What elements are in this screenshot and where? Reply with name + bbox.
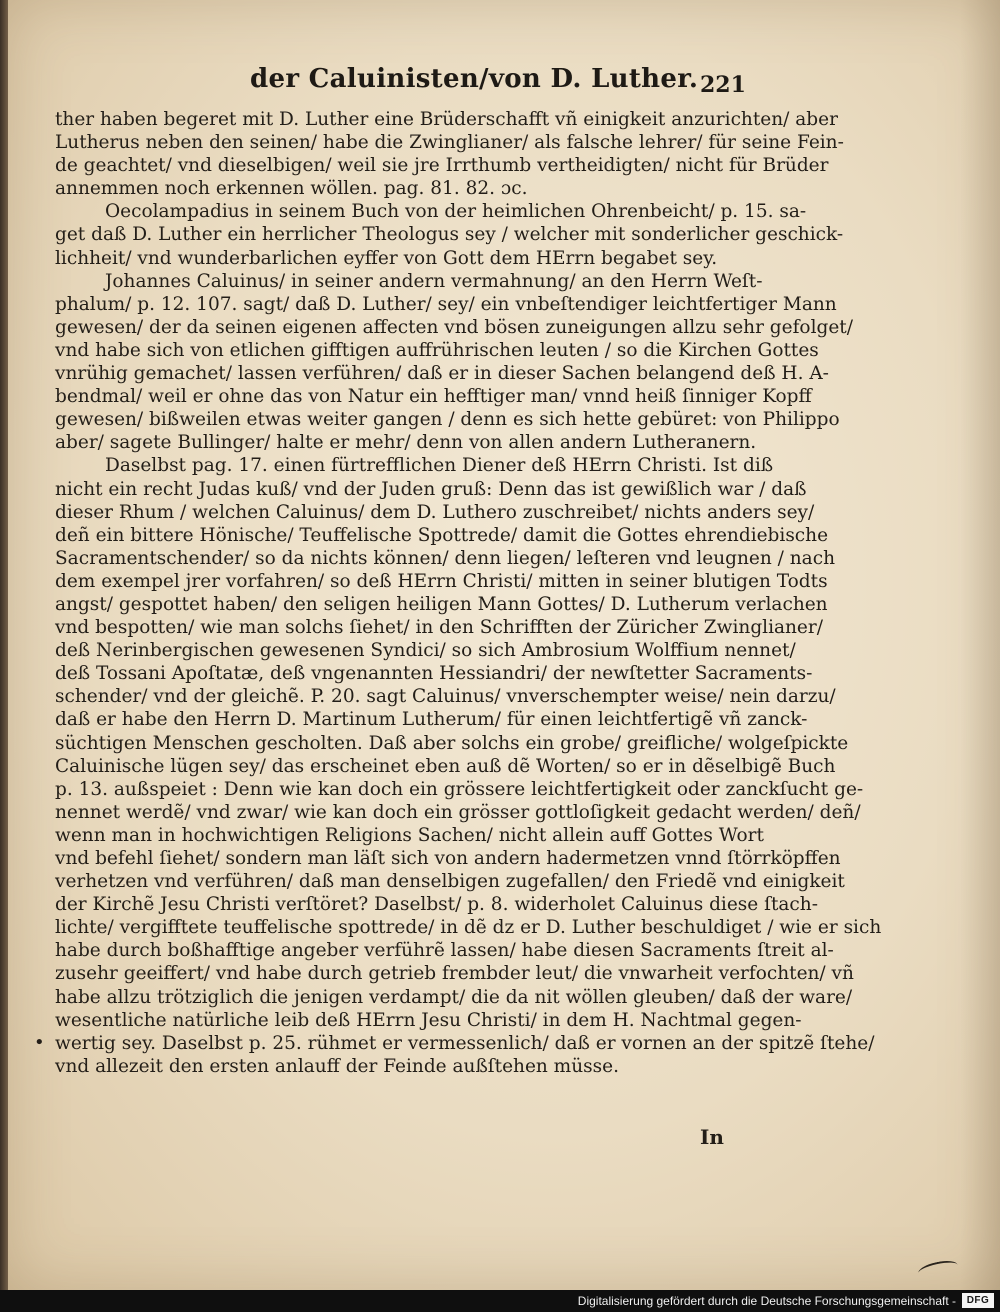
text-line: Daselbst pag. 17. einen fürtrefflichen Diener deß HErrn Christi. Ist diß (105, 455, 774, 477)
text-line: vnd befehl ſiehet/ sondern man läſt sich von andern hadermetzen vnnd ſtörrköpffen (55, 848, 841, 869)
running-head: der Caluinisten/von D. Luther. (250, 64, 699, 94)
text-line: Lutherus neben den seinen/ habe die Zwinglianer/ als falsche lehrer/ für seine Fein- (55, 132, 844, 154)
text-line: habe allzu trötziglich die jenigen verdampt/ die da nit wöllen gleuben/ daß der ware/ (55, 986, 853, 1008)
text-line: Oecolampadius in seinem Buch von der heimlichen Ohrenbeicht/ p. 15. sa- (105, 201, 807, 223)
text-line: schender/ vnd der gleichẽ. P. 20. sagt Caluinus/ vnverschempter weise/ nein darzu/ (55, 686, 836, 708)
text-line: Johannes Caluinus/ in seiner andern vermahnung/ an den Herrn Weſt- (105, 270, 763, 292)
text-line: deß Nerinbergischen gewesenen Syndici/ so sich Ambrosium Wolffium nennet/ (55, 640, 796, 662)
text-line: der Kirchẽ Jesu Christi verſtöret? Daselbst/ p. 8. widerholet Caluinus diese ſtach- (55, 894, 818, 916)
text-line: phalum/ p. 12. 107. sagt/ daß D. Luther/ sey/ ein vnbeſtendiger leichtfertiger Mann (55, 293, 837, 315)
text-line: nicht ein recht Judas kuß/ vnd der Juden gruß: Denn das ist gewißlich war / daß (55, 478, 807, 500)
text-line: gewesen/ der da seinen eigenen affecten vnd bösen zuneigungen allzu sehr gefolget/ (55, 316, 853, 338)
text-line: wertig sey. Daselbst p. 25. rühmet er vermessenlich/ daß er vornen an der spitzẽ ſtehe/ (55, 1032, 875, 1054)
text-line: Sacramentschender/ so da nichts können/ denn liegen/ leſteren vnd leugnen / nach (55, 547, 835, 569)
page-number: 221 (700, 72, 746, 98)
text-line: angst/ gespottet haben/ den seligen heiligen Mann Gottes/ D. Lutherum verlachen (55, 593, 828, 615)
text-line: ther haben begeret mit D. Luther eine Brüderschafft vñ einigkeit anzurichten/ aber (55, 109, 838, 130)
text-line: dieser Rhum / welchen Caluinus/ dem D. Luthero zuschreibet/ nichts anders sey/ (55, 501, 815, 523)
text-line: gewesen/ bißweilen etwas weiter gangen / denn es sich hette gebüret: von Philippo (55, 409, 840, 431)
margin-mark: • (34, 1032, 45, 1053)
text-line: get daß D. Luther ein herrlicher Theologus sey / welcher mit sonderlicher geschick- (55, 224, 844, 246)
text-line: de geachtet/ vnd dieselbigen/ weil sie jre Irrthumb vertheidigten/ nicht für Brüder (55, 155, 829, 177)
text-line: aber/ sagete Bullinger/ halte er mehr/ denn von allen andern Lutheranern. (55, 432, 757, 454)
text-line: lichheit/ vnd wunderbarlichen eyffer von Gott dem HErrn begabet sey. (55, 247, 718, 269)
text-line: süchtigen Menschen gescholten. Daß aber solchs ein grobe/ greifliche/ wolgeſpickte (55, 732, 849, 754)
funding-credit: Digitalisierung gefördert durch die Deutsche Forschungsgemeinschaft - (577, 1294, 956, 1308)
text-line: dem exempel jrer vorfahren/ so deß HErrn Christi/ mitten in seiner blutigen Todts (55, 570, 828, 592)
catchword: In (700, 1125, 724, 1149)
text-line: daß er habe den Herrn D. Martinum Lutherum/ für einen leichtfertigẽ vñ zanck- (55, 709, 808, 731)
text-line: zusehr geeiffert/ vnd habe durch getrieb frembder leut/ die vnwarheit verfochten/ vñ (55, 963, 854, 985)
text-line: annemmen noch erkennen wöllen. pag. 81. 82. ɔc. (55, 178, 528, 200)
text-line: wesentliche natürliche leib deß HErrn Jesu Christi/ in dem H. Nachtmal gegen- (55, 1009, 802, 1031)
text-line: habe durch boßhafftige angeber verführẽ lassen/ habe diesen Sacraments ſtreit al- (55, 940, 834, 962)
text-line: p. 13. außspeiet : Denn wie kan doch ein grössere leichtfertigkeit oder zanckſucht ge- (55, 778, 864, 800)
text-line: verhetzen vnd verführen/ daß man denselbigen zugefallen/ den Friedẽ vnd einigkeit (55, 871, 845, 893)
text-line: Caluinische lügen sey/ das erscheinet eben auß dẽ Worten/ so er in dẽselbigẽ Buch (55, 755, 836, 777)
text-line: wenn man in hochwichtigen Religions Sachen/ nicht allein auff Gottes Wort (55, 824, 764, 846)
dfg-logo: DFG (962, 1293, 994, 1308)
body-text (55, 108, 882, 1078)
text-line: lichte/ vergifftete teuffelische spottrede/ in dẽ dz er D. Luther beschuldiget / wie er sich (55, 917, 882, 939)
text-line: deñ ein bittere Hönische/ Teuffelische Spottrede/ damit die Gottes ehrendiebische (55, 524, 829, 546)
text-line: vnd habe sich von etlichen gifftigen auffrührischen leuten / so die Kirchen Gottes (55, 339, 819, 361)
text-line: vnd bespotten/ wie man solchs ſiehet/ in den Schrifften der Züricher Zwinglianer/ (55, 617, 823, 639)
text-line: vnd allezeit den ersten anlauff der Feinde außſtehen müsse. (55, 1055, 619, 1077)
text-line: deß Tossani Apoſtatæ, deß vngenannten Hessiandri/ der newſtetter Sacraments- (55, 663, 813, 685)
text-line: bendmal/ weil er ohne das von Natur ein hefftiger man/ vnnd heiß ſinniger Kopff (55, 386, 812, 408)
text-line: vnrühig gemachet/ lassen verführen/ daß er in dieser Sachen belangend deß H. A- (55, 363, 829, 385)
text-line: nennet werdẽ/ vnd zwar/ wie kan doch ein grösser gottloſigkeit gedacht werden/ deñ/ (55, 801, 861, 823)
